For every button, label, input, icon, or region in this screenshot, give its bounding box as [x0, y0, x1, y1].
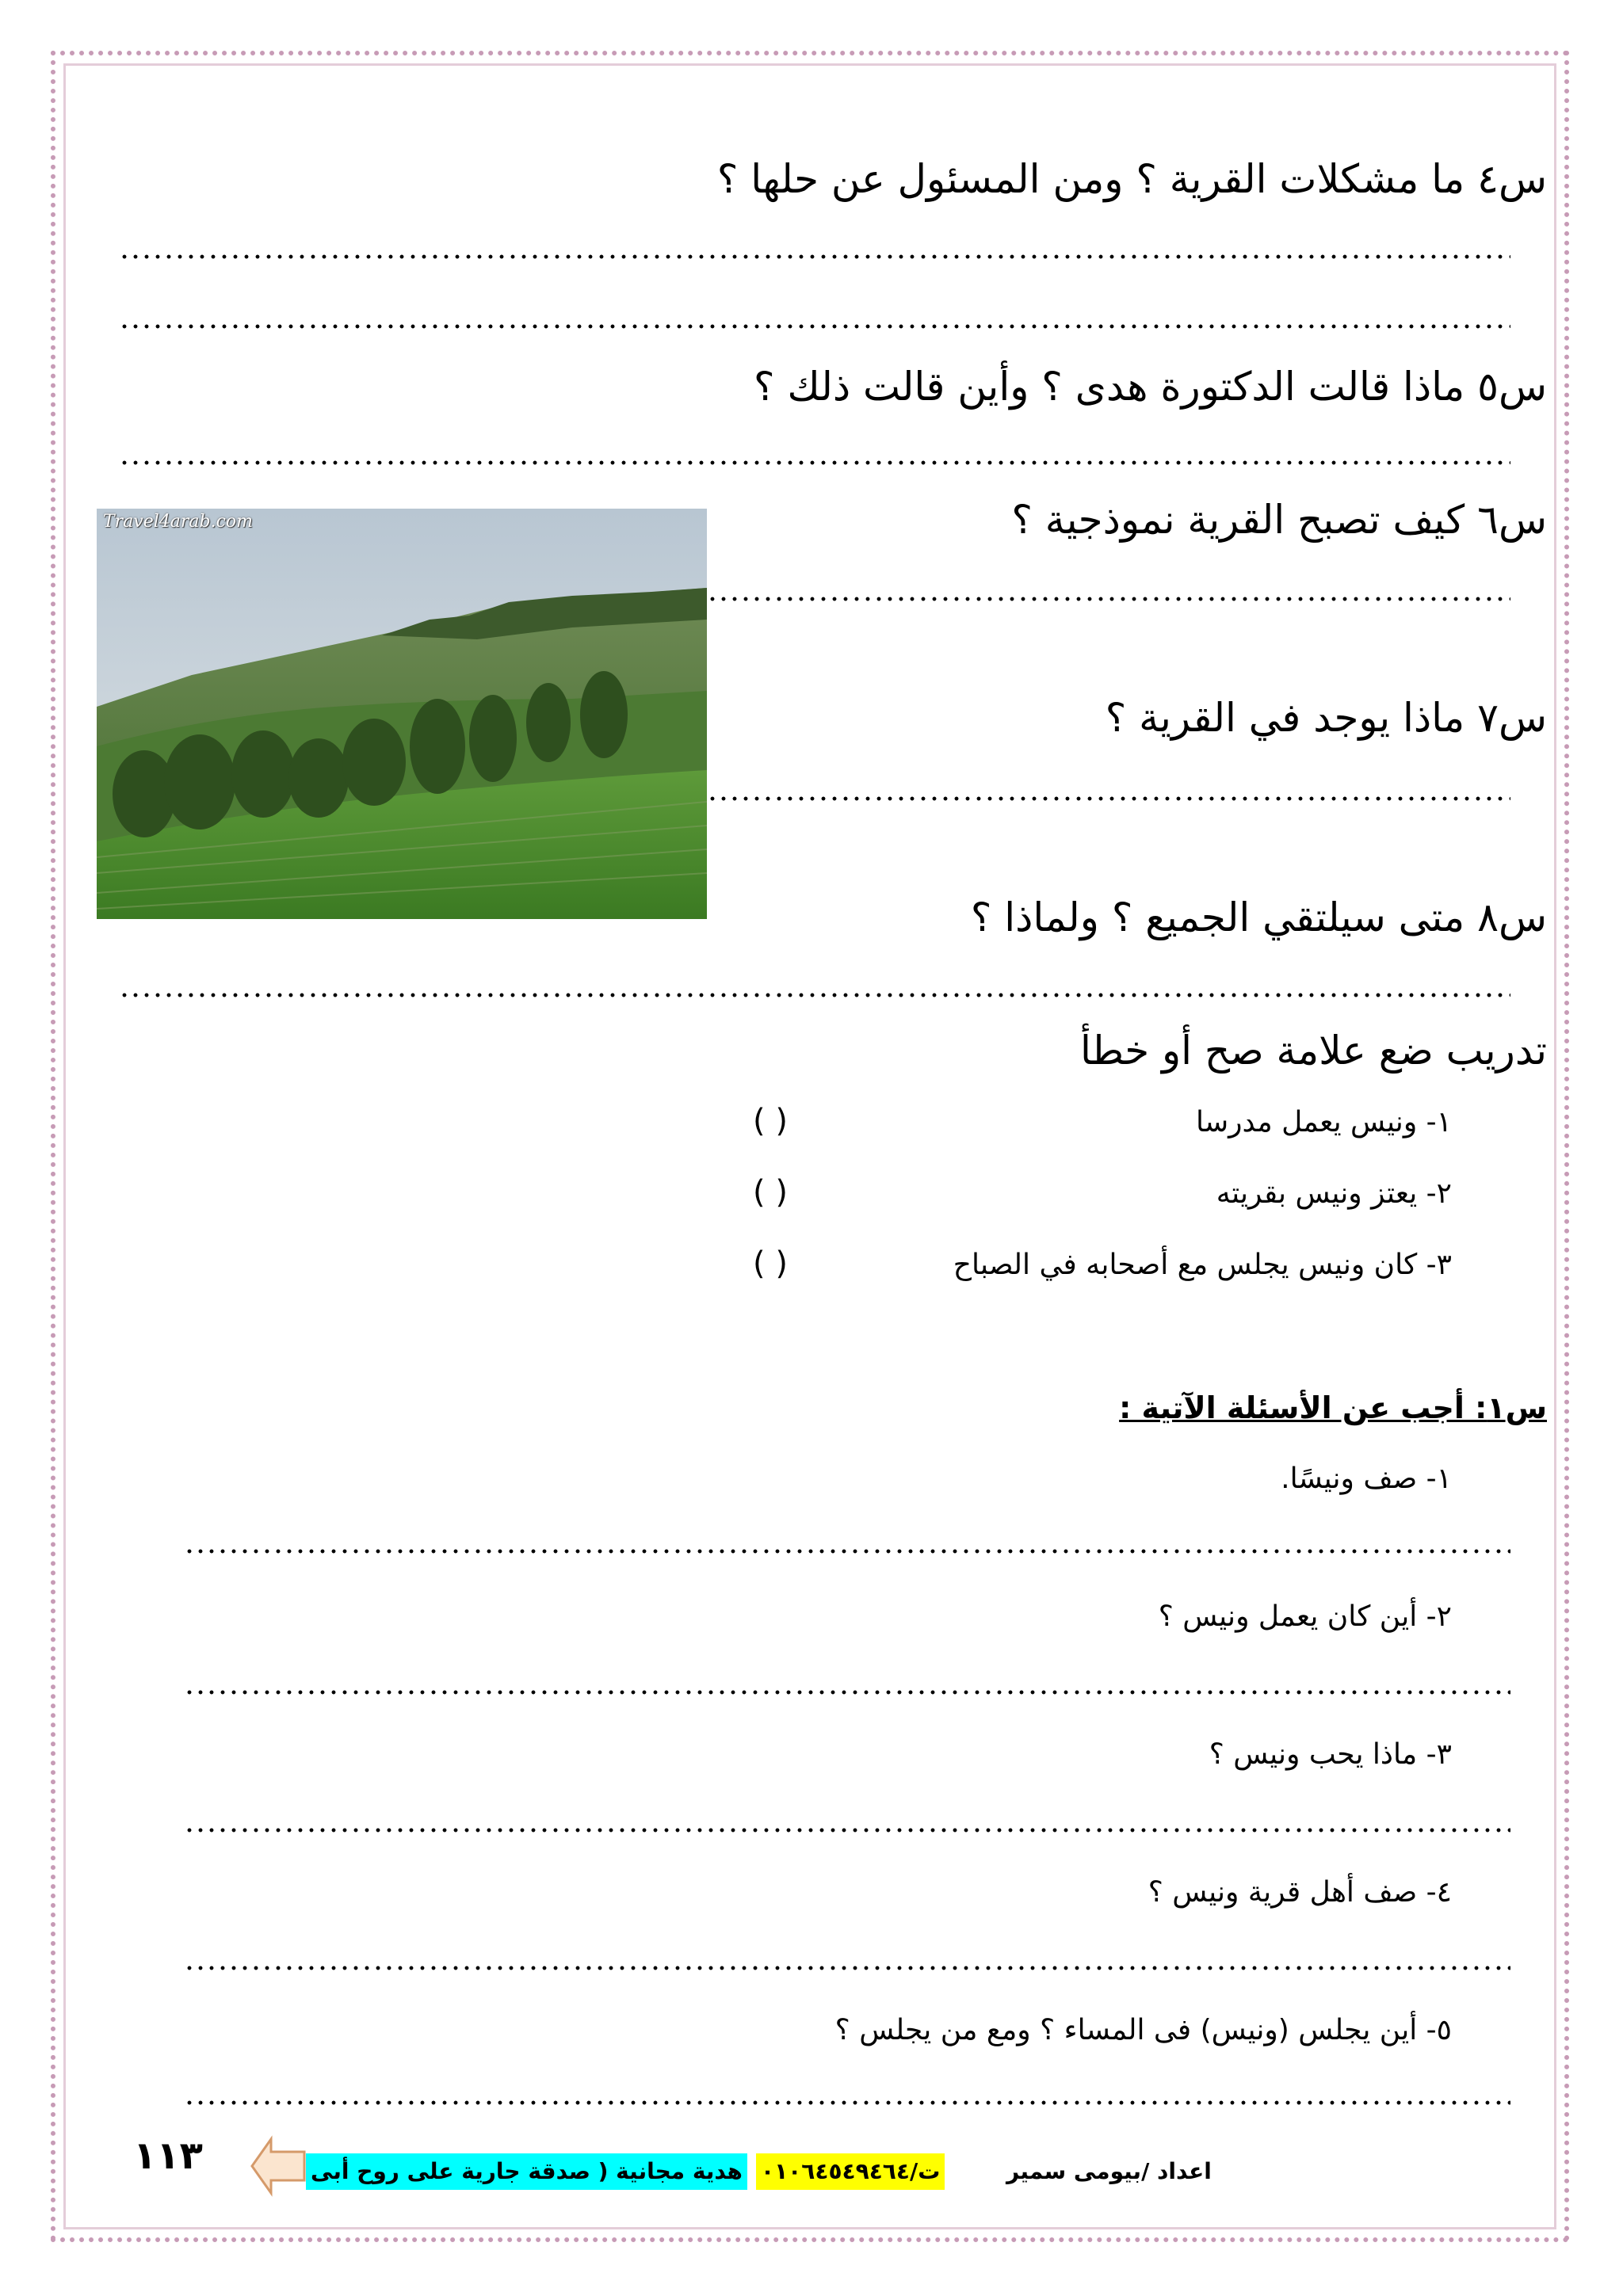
section-item-4: ٤- صف أهل قرية ونيس ؟ — [1148, 1876, 1452, 1909]
exercise-title: تدريب ضع علامة صح أو خطأ — [1079, 1028, 1547, 1074]
section-item-2: ٢- أين كان يعمل ونيس ؟ — [1158, 1600, 1452, 1633]
exercise-item-3: ٣- كان ونيس يجلس مع أصحابه في الصباح — [953, 1249, 1452, 1281]
answer-parentheses[interactable]: ( ) — [753, 1245, 788, 1282]
footer-phone: ت/٠١٠٦٤٥٤٩٤٦٤ — [756, 2153, 945, 2190]
question-4: س٤ ما مشكلات القرية ؟ ومن المسئول عن حلها ؟ — [716, 156, 1547, 202]
photo-watermark: Travel4arab.com — [103, 512, 254, 532]
question-8: س٨ متى سيلتقي الجميع ؟ ولماذا ؟ — [970, 894, 1547, 940]
exercise-item-1: ١- ونيس يعمل مدرسا — [1196, 1106, 1452, 1138]
answer-line — [707, 596, 1510, 602]
page-arrow-icon — [247, 2134, 311, 2201]
answer-line — [184, 1965, 1510, 1971]
exercise-item-2: ٢- يعتز ونيس بقريته — [1216, 1177, 1452, 1210]
answer-parentheses[interactable]: ( ) — [753, 1103, 788, 1139]
question-7: س٧ ماذا يوجد في القرية ؟ — [1105, 695, 1547, 741]
answer-line — [119, 323, 1510, 330]
answer-parentheses[interactable]: ( ) — [753, 1174, 788, 1211]
section-item-3: ٣- ماذا يحب ونيس ؟ — [1209, 1738, 1452, 1771]
section-item-5: ٥- أين يجلس (ونيس) فى المساء ؟ ومع من يجلس ؟ — [834, 2014, 1452, 2046]
answer-line — [119, 254, 1510, 260]
question-5: س٥ ماذا قالت الدكتورة هدى ؟ وأين قالت ذلك ؟ — [754, 364, 1547, 410]
answer-line — [707, 795, 1510, 802]
answer-line — [119, 992, 1510, 998]
answer-line — [119, 460, 1510, 466]
page-number: ١١٣ — [133, 2134, 203, 2178]
section-item-1: ١- صف ونيسًا. — [1281, 1463, 1452, 1495]
footer-dedication: هدية مجانية ( صدقة جارية على روح أبى — [306, 2153, 747, 2190]
landscape-photo — [97, 509, 707, 919]
answer-line — [184, 2100, 1510, 2106]
answer-line — [184, 1827, 1510, 1833]
answer-line — [184, 1689, 1510, 1695]
question-6: س٦ كيف تصبح القرية نموذجية ؟ — [1011, 497, 1547, 543]
answer-line — [184, 1548, 1510, 1554]
section-title: س١: أجب عن الأسئلة الآتية : — [1119, 1390, 1547, 1425]
footer-author: اعداد /بيومى سمير — [1006, 2158, 1212, 2184]
